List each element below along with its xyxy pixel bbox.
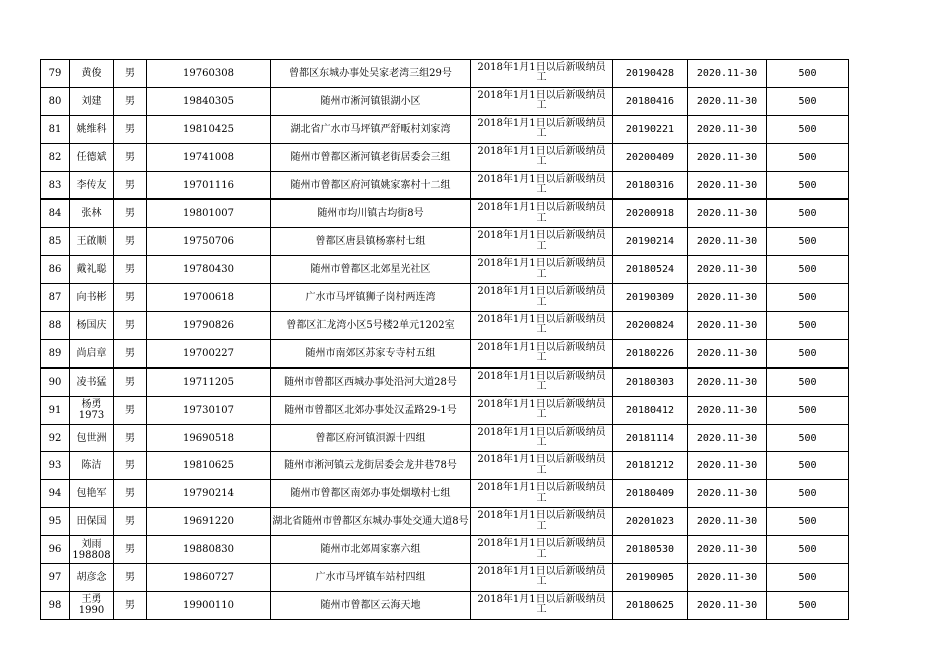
cell-address[interactable]: 曾都区汇龙湾小区5号楼2单元1202室 <box>271 312 471 340</box>
cell-hire-category[interactable]: 2018年1月1日以后新吸纳员工 <box>471 368 613 396</box>
cell-amount[interactable]: 500 <box>767 368 849 396</box>
table-row <box>41 508 849 536</box>
cell-amount[interactable]: 500 <box>767 115 849 143</box>
table-row <box>41 228 849 256</box>
cell-address[interactable]: 随州市曾都区西城办事处沿河大道28号 <box>271 368 471 396</box>
cell-address[interactable]: 湖北省广水市马坪镇严舒畈村刘家湾 <box>271 115 471 143</box>
cell-name[interactable]: 黄俊 <box>70 60 114 88</box>
table-row <box>41 424 849 452</box>
cell-amount[interactable]: 500 <box>767 480 849 508</box>
cell-sex[interactable]: 男 <box>114 396 147 424</box>
table-row <box>41 87 849 115</box>
cell-row-number[interactable]: 94 <box>41 480 70 508</box>
cell-row-number[interactable]: 92 <box>41 424 70 452</box>
cell-hire-date[interactable]: 20181114 <box>613 424 688 452</box>
table-row <box>41 312 849 340</box>
table-row <box>41 199 849 227</box>
table-row <box>41 171 849 199</box>
cell-address[interactable]: 随州市北郊周家寨六组 <box>271 536 471 564</box>
cell-address[interactable]: 随州市曾都区南郊办事处烟墩村七组 <box>271 480 471 508</box>
cell-name[interactable]: 陈洁 <box>70 452 114 480</box>
cell-amount[interactable]: 500 <box>767 591 849 619</box>
cell-hire-category[interactable]: 2018年1月1日以后新吸纳员工 <box>471 480 613 508</box>
cell-subsidy-period[interactable]: 2020.11-30 <box>688 452 767 480</box>
cell-row-number[interactable]: 95 <box>41 508 70 536</box>
cell-address[interactable]: 随州市南郊区苏家专寺村五组 <box>271 339 471 367</box>
cell-amount[interactable]: 500 <box>767 256 849 284</box>
cell-row-number[interactable]: 98 <box>41 591 70 619</box>
cell-amount[interactable]: 500 <box>767 199 849 227</box>
cell-name[interactable]: 张林 <box>70 199 114 227</box>
spreadsheet-table-area <box>40 59 848 620</box>
cell-amount[interactable]: 500 <box>767 536 849 564</box>
cell-hire-category[interactable]: 2018年1月1日以后新吸纳员工 <box>471 256 613 284</box>
cell-hire-date[interactable]: 20180316 <box>613 171 688 199</box>
employee-subsidy-table <box>40 59 849 620</box>
table-row <box>41 284 849 312</box>
cell-hire-date[interactable]: 20200409 <box>613 143 688 171</box>
cell-row-number[interactable]: 89 <box>41 339 70 367</box>
cell-hire-category[interactable]: 2018年1月1日以后新吸纳员工 <box>471 339 613 367</box>
cell-amount[interactable]: 500 <box>767 284 849 312</box>
cell-sex[interactable]: 男 <box>114 508 147 536</box>
table-row <box>41 368 849 396</box>
table-row <box>41 480 849 508</box>
cell-amount[interactable]: 500 <box>767 396 849 424</box>
cell-subsidy-period[interactable]: 2020.11-30 <box>688 480 767 508</box>
cell-sex[interactable]: 男 <box>114 564 147 592</box>
cell-name[interactable]: 胡彦念 <box>70 564 114 592</box>
cell-row-number[interactable]: 96 <box>41 536 70 564</box>
cell-birth-date[interactable]: 19750706 <box>147 228 271 256</box>
cell-address[interactable]: 随州市曾都区北郊星光社区 <box>271 256 471 284</box>
cell-hire-date[interactable]: 20180409 <box>613 480 688 508</box>
cell-subsidy-period[interactable]: 2020.11-30 <box>688 60 767 88</box>
cell-hire-date[interactable]: 20190309 <box>613 284 688 312</box>
cell-address[interactable]: 曾都区唐县镇杨寨村七组 <box>271 228 471 256</box>
cell-sex[interactable]: 男 <box>114 424 147 452</box>
cell-subsidy-period[interactable]: 2020.11-30 <box>688 143 767 171</box>
cell-address[interactable]: 随州市曾都区北郊办事处汉孟路29-1号 <box>271 396 471 424</box>
cell-amount[interactable]: 500 <box>767 143 849 171</box>
cell-amount[interactable]: 500 <box>767 508 849 536</box>
table-row <box>41 60 849 88</box>
cell-address[interactable]: 广水市马坪镇狮子岗村两连湾 <box>271 284 471 312</box>
cell-subsidy-period[interactable]: 2020.11-30 <box>688 312 767 340</box>
cell-row-number[interactable]: 85 <box>41 228 70 256</box>
table-row <box>41 452 849 480</box>
cell-hire-date[interactable]: 20200918 <box>613 199 688 227</box>
cell-subsidy-period[interactable]: 2020.11-30 <box>688 564 767 592</box>
table-row <box>41 115 849 143</box>
cell-sex[interactable]: 男 <box>114 115 147 143</box>
cell-hire-category[interactable]: 2018年1月1日以后新吸纳员工 <box>471 536 613 564</box>
cell-sex[interactable]: 男 <box>114 143 147 171</box>
cell-name[interactable]: 包艳军 <box>70 480 114 508</box>
cell-birth-date[interactable]: 19840305 <box>147 87 271 115</box>
cell-hire-date[interactable]: 20201023 <box>613 508 688 536</box>
cell-subsidy-period[interactable]: 2020.11-30 <box>688 368 767 396</box>
cell-birth-date[interactable]: 19760308 <box>147 60 271 88</box>
cell-hire-category[interactable]: 2018年1月1日以后新吸纳员工 <box>471 60 613 88</box>
cell-hire-category[interactable]: 2018年1月1日以后新吸纳员工 <box>471 87 613 115</box>
cell-row-number[interactable]: 86 <box>41 256 70 284</box>
cell-name[interactable]: 田保国 <box>70 508 114 536</box>
cell-row-number[interactable]: 79 <box>41 60 70 88</box>
cell-row-number[interactable]: 88 <box>41 312 70 340</box>
cell-hire-date[interactable]: 20180412 <box>613 396 688 424</box>
cell-birth-date[interactable]: 19741008 <box>147 143 271 171</box>
cell-birth-date[interactable]: 19780430 <box>147 256 271 284</box>
cell-subsidy-period[interactable]: 2020.11-30 <box>688 115 767 143</box>
cell-name[interactable]: 杨勇1973 <box>70 396 114 424</box>
cell-hire-date[interactable]: 20190905 <box>613 564 688 592</box>
cell-address[interactable]: 随州市淅河镇云龙街居委会龙井巷78号 <box>271 452 471 480</box>
cell-birth-date[interactable]: 19810625 <box>147 452 271 480</box>
table-row <box>41 536 849 564</box>
cell-birth-date[interactable]: 19790214 <box>147 480 271 508</box>
cell-row-number[interactable]: 93 <box>41 452 70 480</box>
cell-name[interactable]: 戴礼聪 <box>70 256 114 284</box>
cell-sex[interactable]: 男 <box>114 284 147 312</box>
cell-subsidy-period[interactable]: 2020.11-30 <box>688 171 767 199</box>
cell-hire-category[interactable]: 2018年1月1日以后新吸纳员工 <box>471 284 613 312</box>
cell-birth-date[interactable]: 19900110 <box>147 591 271 619</box>
cell-hire-category[interactable]: 2018年1月1日以后新吸纳员工 <box>471 115 613 143</box>
cell-birth-date[interactable]: 19701116 <box>147 171 271 199</box>
cell-birth-date[interactable]: 19690518 <box>147 424 271 452</box>
cell-subsidy-period[interactable]: 2020.11-30 <box>688 199 767 227</box>
cell-amount[interactable]: 500 <box>767 564 849 592</box>
cell-address[interactable]: 湖北省随州市曾都区东城办事处交通大道8号 <box>271 508 471 536</box>
cell-subsidy-period[interactable]: 2020.11-30 <box>688 87 767 115</box>
cell-name[interactable]: 包世洲 <box>70 424 114 452</box>
cell-row-number[interactable]: 91 <box>41 396 70 424</box>
cell-hire-category[interactable]: 2018年1月1日以后新吸纳员工 <box>471 199 613 227</box>
table-body <box>41 60 849 620</box>
cell-hire-date[interactable]: 20200824 <box>613 312 688 340</box>
cell-sex[interactable]: 男 <box>114 339 147 367</box>
cell-birth-date[interactable]: 19790826 <box>147 312 271 340</box>
cell-hire-date[interactable]: 20190428 <box>613 60 688 88</box>
cell-amount[interactable]: 500 <box>767 452 849 480</box>
table-row <box>41 256 849 284</box>
cell-sex[interactable]: 男 <box>114 171 147 199</box>
cell-row-number[interactable]: 83 <box>41 171 70 199</box>
cell-address[interactable]: 随州市曾都区府河镇姚家寨村十二组 <box>271 171 471 199</box>
cell-address[interactable]: 随州市曾都区云海天地 <box>271 591 471 619</box>
table-row <box>41 339 849 367</box>
cell-amount[interactable]: 500 <box>767 424 849 452</box>
cell-birth-date[interactable]: 19691220 <box>147 508 271 536</box>
cell-name[interactable]: 向书彬 <box>70 284 114 312</box>
cell-sex[interactable]: 男 <box>114 591 147 619</box>
cell-subsidy-period[interactable]: 2020.11-30 <box>688 424 767 452</box>
cell-address[interactable]: 随州市曾都区淅河镇老街居委会三组 <box>271 143 471 171</box>
cell-amount[interactable]: 500 <box>767 171 849 199</box>
cell-row-number[interactable]: 80 <box>41 87 70 115</box>
cell-name[interactable]: 姚维科 <box>70 115 114 143</box>
cell-name[interactable]: 凌书猛 <box>70 368 114 396</box>
cell-subsidy-period[interactable]: 2020.11-30 <box>688 591 767 619</box>
cell-subsidy-period[interactable]: 2020.11-30 <box>688 536 767 564</box>
cell-birth-date[interactable]: 19711205 <box>147 368 271 396</box>
cell-subsidy-period[interactable]: 2020.11-30 <box>688 284 767 312</box>
cell-hire-category[interactable]: 2018年1月1日以后新吸纳员工 <box>471 228 613 256</box>
cell-name[interactable]: 尚启章 <box>70 339 114 367</box>
cell-name[interactable]: 刘建 <box>70 87 114 115</box>
cell-name[interactable]: 王勇1990 <box>70 591 114 619</box>
cell-hire-category[interactable]: 2018年1月1日以后新吸纳员工 <box>471 508 613 536</box>
table-row <box>41 396 849 424</box>
cell-amount[interactable]: 500 <box>767 87 849 115</box>
cell-hire-date[interactable]: 20180625 <box>613 591 688 619</box>
cell-amount[interactable]: 500 <box>767 339 849 367</box>
cell-hire-date[interactable]: 20180524 <box>613 256 688 284</box>
cell-sex[interactable]: 男 <box>114 368 147 396</box>
cell-hire-category[interactable]: 2018年1月1日以后新吸纳员工 <box>471 424 613 452</box>
cell-hire-category[interactable]: 2018年1月1日以后新吸纳员工 <box>471 564 613 592</box>
cell-address[interactable]: 广水市马坪镇车站村四组 <box>271 564 471 592</box>
cell-birth-date[interactable]: 19730107 <box>147 396 271 424</box>
cell-hire-date[interactable]: 20180226 <box>613 339 688 367</box>
table-row <box>41 591 849 619</box>
cell-hire-date[interactable]: 20180303 <box>613 368 688 396</box>
cell-row-number[interactable]: 90 <box>41 368 70 396</box>
cell-sex[interactable]: 男 <box>114 60 147 88</box>
cell-hire-category[interactable]: 2018年1月1日以后新吸纳员工 <box>471 452 613 480</box>
cell-birth-date[interactable]: 19700618 <box>147 284 271 312</box>
cell-hire-date[interactable]: 20180416 <box>613 87 688 115</box>
cell-address[interactable]: 曾都区府河镇浿源十四组 <box>271 424 471 452</box>
table-row <box>41 564 849 592</box>
cell-hire-category[interactable]: 2018年1月1日以后新吸纳员工 <box>471 171 613 199</box>
cell-subsidy-period[interactable]: 2020.11-30 <box>688 228 767 256</box>
cell-amount[interactable]: 500 <box>767 228 849 256</box>
cell-sex[interactable]: 男 <box>114 87 147 115</box>
cell-hire-date[interactable]: 20190214 <box>613 228 688 256</box>
cell-row-number[interactable]: 97 <box>41 564 70 592</box>
cell-sex[interactable]: 男 <box>114 312 147 340</box>
cell-birth-date[interactable]: 19801007 <box>147 199 271 227</box>
cell-address[interactable]: 随州市淅河镇银湖小区 <box>271 87 471 115</box>
cell-sex[interactable]: 男 <box>114 199 147 227</box>
cell-hire-date[interactable]: 20180530 <box>613 536 688 564</box>
cell-name[interactable]: 李传友 <box>70 171 114 199</box>
cell-birth-date[interactable]: 19860727 <box>147 564 271 592</box>
cell-hire-category[interactable]: 2018年1月1日以后新吸纳员工 <box>471 312 613 340</box>
cell-hire-date[interactable]: 20181212 <box>613 452 688 480</box>
cell-hire-category[interactable]: 2018年1月1日以后新吸纳员工 <box>471 143 613 171</box>
cell-sex[interactable]: 男 <box>114 256 147 284</box>
cell-sex[interactable]: 男 <box>114 480 147 508</box>
cell-name[interactable]: 杨国庆 <box>70 312 114 340</box>
cell-birth-date[interactable]: 19700227 <box>147 339 271 367</box>
cell-subsidy-period[interactable]: 2020.11-30 <box>688 508 767 536</box>
cell-amount[interactable]: 500 <box>767 60 849 88</box>
cell-subsidy-period[interactable]: 2020.11-30 <box>688 256 767 284</box>
cell-name[interactable]: 任德斌 <box>70 143 114 171</box>
cell-hire-category[interactable]: 2018年1月1日以后新吸纳员工 <box>471 591 613 619</box>
cell-sex[interactable]: 男 <box>114 536 147 564</box>
cell-hire-date[interactable]: 20190221 <box>613 115 688 143</box>
cell-row-number[interactable]: 81 <box>41 115 70 143</box>
cell-amount[interactable]: 500 <box>767 312 849 340</box>
cell-row-number[interactable]: 84 <box>41 199 70 227</box>
cell-address[interactable]: 曾都区东城办事处吴家老湾三组29号 <box>271 60 471 88</box>
cell-row-number[interactable]: 82 <box>41 143 70 171</box>
cell-address[interactable]: 随州市均川镇古均街8号 <box>271 199 471 227</box>
cell-birth-date[interactable]: 19880830 <box>147 536 271 564</box>
cell-sex[interactable]: 男 <box>114 228 147 256</box>
cell-hire-category[interactable]: 2018年1月1日以后新吸纳员工 <box>471 396 613 424</box>
table-row <box>41 143 849 171</box>
cell-subsidy-period[interactable]: 2020.11-30 <box>688 339 767 367</box>
cell-name[interactable]: 王啟顺 <box>70 228 114 256</box>
cell-name[interactable]: 刘雨198808 <box>70 536 114 564</box>
cell-row-number[interactable]: 87 <box>41 284 70 312</box>
cell-subsidy-period[interactable]: 2020.11-30 <box>688 396 767 424</box>
cell-birth-date[interactable]: 19810425 <box>147 115 271 143</box>
cell-sex[interactable]: 男 <box>114 452 147 480</box>
